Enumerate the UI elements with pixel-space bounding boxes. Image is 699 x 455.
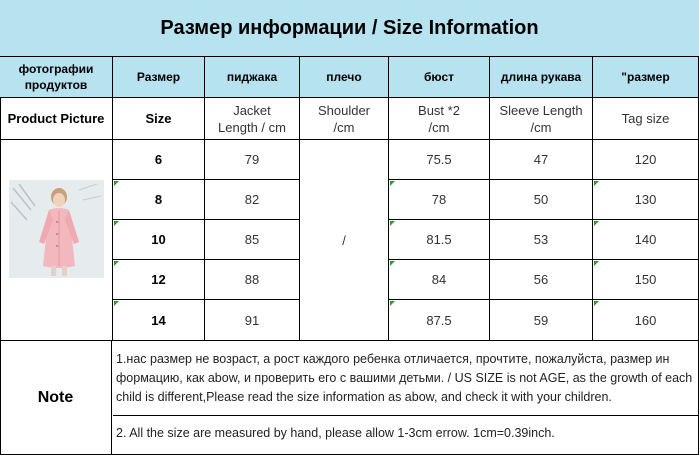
- header-jacket-ru: пиджака: [205, 57, 300, 98]
- header-sleeve-ru: длина рукава: [490, 57, 593, 98]
- bust-cell: 81.5: [389, 220, 490, 260]
- cell-marker-icon: [594, 261, 599, 266]
- cell-marker-icon: [594, 221, 599, 226]
- jacket-length-cell: 85: [205, 220, 300, 260]
- cell-marker-icon: [390, 261, 395, 266]
- jacket-length-cell: 82: [205, 180, 300, 220]
- page-title: Размер информации / Size Information: [0, 0, 699, 57]
- cell-marker-icon: [114, 181, 119, 186]
- bust-cell: 87.5: [389, 300, 490, 341]
- cell-marker-icon: [594, 181, 599, 186]
- note-text-1: 1.нас размер не возраст, а рост каждого ребенка отличается, прочтите, пожалуйста, размер ин формацию, как abow, и проверить его с вашими детьми. / US SIZE is not AGE, as the growth of each child is different,Please read the size information as abow, and check it with your children.: [113, 341, 699, 416]
- header-jacket-length: Jacket Length / cm: [205, 98, 300, 140]
- shoulder-value: /: [300, 140, 389, 341]
- cell-marker-icon: [390, 301, 395, 306]
- bust-cell: 78: [389, 180, 490, 220]
- jacket-length-cell: 79: [205, 140, 300, 180]
- cell-marker-icon: [594, 301, 599, 306]
- sleeve-cell: 50: [490, 180, 593, 220]
- jacket-length-cell: 91: [205, 300, 300, 341]
- sleeve-cell: 56: [490, 260, 593, 300]
- tag-size-cell: 150: [593, 260, 699, 300]
- cell-marker-icon: [390, 221, 395, 226]
- product-photo: [9, 180, 104, 278]
- header-bust: Bust *2 /cm: [389, 98, 490, 140]
- header-bust-ru: бюст: [389, 57, 490, 98]
- header-product-photo-ru: фотографии продуктов: [0, 57, 113, 98]
- jacket-length-cell: 88: [205, 260, 300, 300]
- tag-size-cell: 160: [593, 300, 699, 341]
- size-cell: 14: [113, 300, 205, 341]
- note-label: Note: [0, 341, 112, 454]
- cell-marker-icon: [114, 261, 119, 266]
- girl-in-pink-coat-image: [9, 180, 104, 278]
- header-shoulder-ru: плечо: [300, 57, 389, 98]
- size-cell: 6: [113, 140, 205, 180]
- tag-size-cell: 120: [593, 140, 699, 180]
- size-cell: 10: [113, 220, 205, 260]
- size-cell: 8: [113, 180, 205, 220]
- cell-marker-icon: [390, 181, 395, 186]
- header-size-ru: Размер: [113, 57, 205, 98]
- header-tag-ru: "размер: [593, 57, 699, 98]
- cell-marker-icon: [114, 221, 119, 226]
- header-size: Size: [113, 98, 205, 140]
- size-cell: 12: [113, 260, 205, 300]
- bust-cell: 84: [389, 260, 490, 300]
- header-product-picture: Product Picture: [0, 98, 113, 140]
- tag-size-cell: 130: [593, 180, 699, 220]
- bust-cell: 75.5: [389, 140, 490, 180]
- header-tag-size: Tag size: [593, 98, 699, 140]
- note-text-2: 2. All the size are measured by hand, please allow 1-3cm errow. 1cm=0.39inch.: [116, 426, 555, 440]
- cell-marker-icon: [114, 301, 119, 306]
- sleeve-cell: 47: [490, 140, 593, 180]
- header-sleeve-length: Sleeve Length /cm: [490, 98, 593, 140]
- sleeve-cell: 59: [490, 300, 593, 341]
- tag-size-cell: 140: [593, 220, 699, 260]
- sleeve-cell: 53: [490, 220, 593, 260]
- header-shoulder: Shoulder /cm: [300, 98, 389, 140]
